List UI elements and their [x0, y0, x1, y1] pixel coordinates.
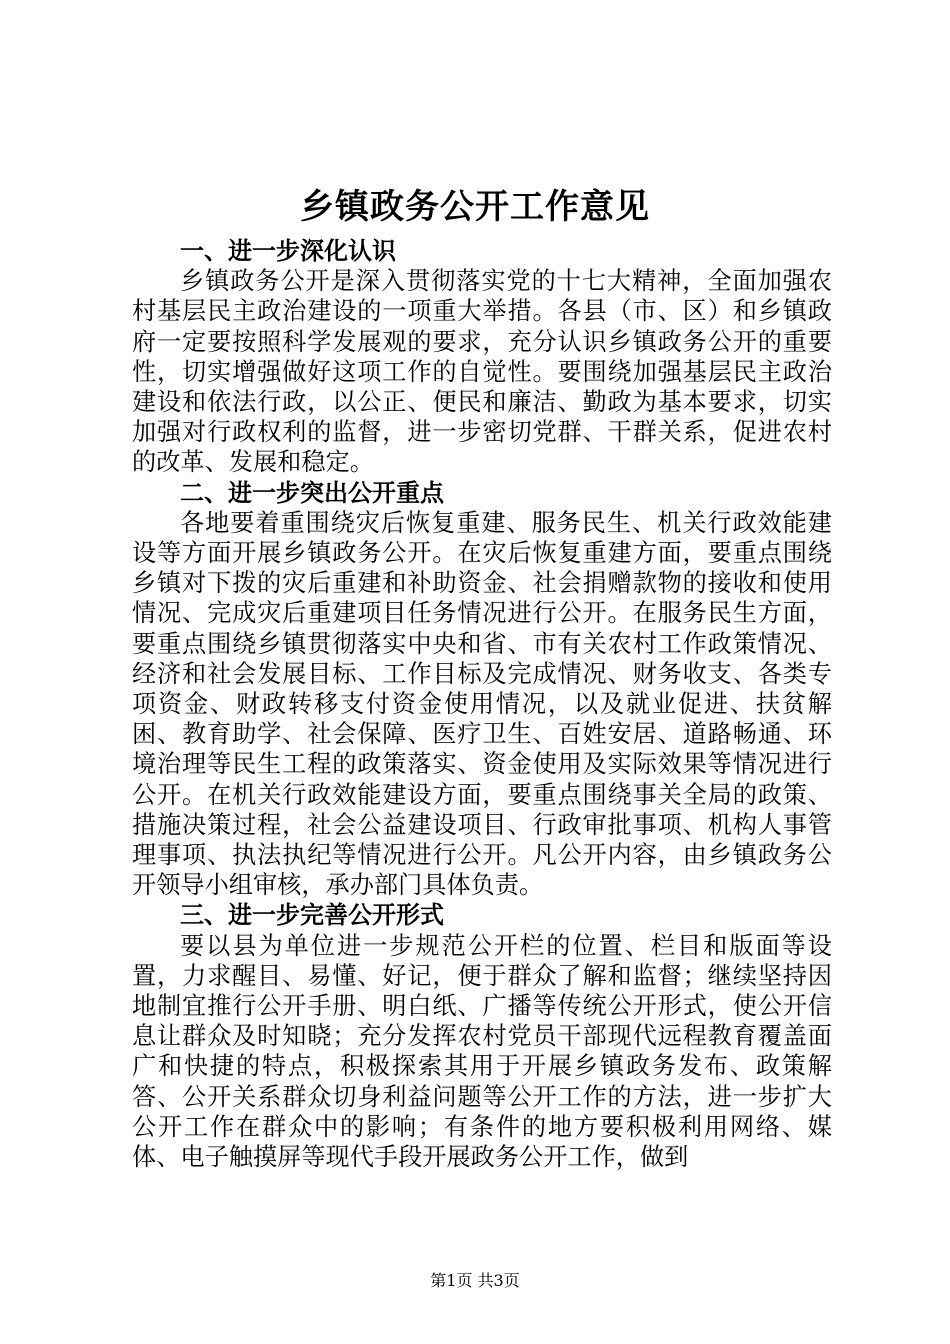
section-heading-2: 二、进一步突出公开重点: [180, 478, 444, 507]
section-paragraph-2: 各地要着重围绕灾后恢复重建、服务民生、机关行政效能建设等方面开展乡镇政务公开。在灾后恢复重建方面，要重点围绕乡镇对下拨的灾后重建和补助资金、社会捐赠款物的接收和使用情况、完成灾后重建项目任务情况进行公开。在服务民生方面，要重点围绕乡镇贯彻落实中央和省、市有关农村工作政策情况、经济和社会发展目标、工作目标及完成情况、财务收支、各类专项资金、财政转移支付资金使用情况，以及就业促进、扶贫解困、教育助学、社会保障、医疗卫生、百姓安居、道路畅通、环境治理等民生工程的政策落实、资金使用及实际效果等情况进行公开。在机关行政效能建设方面，要重点围绕事关全局的政策、措施决策过程，社会公益建设项目、行政审批事项、机构人事管理事项、执法执纪等情况进行公开。凡公开内容，由乡镇政务公开领导小组审核，承办部门具体负责。: [132, 508, 832, 900]
section-paragraph-3: 要以县为单位进一步规范公开栏的位置、栏目和版面等设置，力求醒目、易懂、好记，便于群众了解和监督；继续坚持因地制宜推行公开手册、明白纸、广播等传统公开形式，使公开信息让群众及时知晓；充分发挥农村党员干部现代远程教育覆盖面广和快捷的特点，积极探索其用于开展乡镇政务发布、政策解答、公开关系群众切身利益问题等公开工作的方法，进一步扩大公开工作在群众中的影响；有条件的地方要积极利用网络、媒体、电子触摸屏等现代手段开展政务公开工作，做到: [132, 931, 832, 1172]
document-title: 乡镇政务公开工作意见: [300, 187, 650, 227]
section-heading-1: 一、进一步深化认识: [180, 237, 396, 265]
section-heading-3: 三、进一步完善公开形式: [180, 901, 444, 930]
section-paragraph-1: 乡镇政务公开是深入贯彻落实党的十七大精神，全面加强农村基层民主政治建设的一项重大举措。各县（市、区）和乡镇政府一定要按照科学发展观的要求，充分认识乡镇政务公开的重要性，切实增强做好这项工作的自觉性。要围绕加强基层民主政治建设和依法行政，以公正、便民和廉洁、勤政为基本要求，切实加强对行政权利的监督，进一步密切党群、干群关系，促进农村的改革、发展和稳定。: [132, 267, 832, 477]
page-footer: 第1页 共3页: [430, 1271, 520, 1290]
document-body: [132, 236, 832, 1172]
